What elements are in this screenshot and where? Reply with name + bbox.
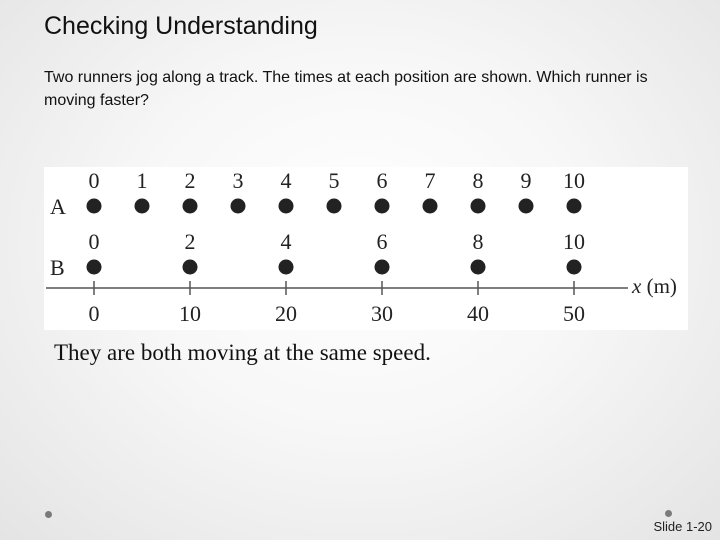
runner-b-dot	[471, 260, 486, 275]
runner-a-dot	[279, 199, 294, 214]
runner-a-time-label: 10	[563, 168, 585, 193]
runner-b-dot	[183, 260, 198, 275]
runner-b-label: B	[50, 255, 65, 280]
runner-a-time-label: 8	[472, 168, 484, 193]
x-axis-tick-label: 0	[88, 301, 100, 326]
runner-a-dot	[231, 199, 246, 214]
runner-a-time-label: 3	[232, 168, 244, 193]
runner-a-dot	[423, 199, 438, 214]
runner-a-dot	[519, 199, 534, 214]
runner-a-time-label: 5	[328, 168, 340, 193]
runner-b-time-label: 8	[472, 229, 484, 254]
x-axis-label-var: x	[632, 274, 642, 298]
x-axis-label	[631, 274, 677, 298]
runner-b-time-label: 6	[376, 229, 388, 254]
decorative-dot-bottom-left	[45, 511, 52, 518]
runner-a-dot	[183, 199, 198, 214]
position-diagram	[44, 167, 688, 330]
runner-a-time-label: 6	[376, 168, 388, 193]
position-diagram-svg	[44, 167, 688, 330]
runner-a-time-label: 2	[184, 168, 196, 193]
x-axis-tick-label: 30	[371, 301, 393, 326]
runner-a-time-label: 1	[136, 168, 148, 193]
runner-b-time-label: 2	[184, 229, 196, 254]
runner-b-dot	[375, 260, 390, 275]
runner-a-time-label: 9	[520, 168, 532, 193]
runner-b-dot	[567, 260, 582, 275]
runner-a-dot	[327, 199, 342, 214]
runner-b-time-label: 4	[280, 229, 292, 254]
question-text: Two runners jog along a track. The times at each position are shown. Which runner is moving faster?	[44, 69, 648, 109]
runner-a-time-label: 7	[424, 168, 436, 193]
runner-b-dot	[279, 260, 294, 275]
runner-a-dot	[87, 199, 102, 214]
slide-title: Checking Understanding	[44, 12, 318, 40]
runner-b-time-label: 10	[563, 229, 585, 254]
slide-number: Slide 1-20	[653, 519, 712, 534]
x-axis-tick-label: 20	[275, 301, 297, 326]
runner-a-dot	[375, 199, 390, 214]
runner-b-dot	[87, 260, 102, 275]
x-axis-label-unit: (m)	[641, 274, 677, 298]
runner-a-time-label: 4	[280, 168, 292, 193]
runner-a-time-label: 0	[88, 168, 100, 193]
x-axis-tick-label: 40	[467, 301, 489, 326]
runner-a-dot	[135, 199, 150, 214]
runner-a-dot	[567, 199, 582, 214]
answer-text: They are both moving at the same speed.	[54, 340, 431, 365]
runner-a-dot	[471, 199, 486, 214]
decorative-dot-bottom-right	[665, 510, 672, 517]
x-axis-tick-label: 50	[563, 301, 585, 326]
x-axis-tick-label: 10	[179, 301, 201, 326]
runner-a-label: A	[50, 194, 66, 219]
runner-b-time-label: 0	[88, 229, 100, 254]
